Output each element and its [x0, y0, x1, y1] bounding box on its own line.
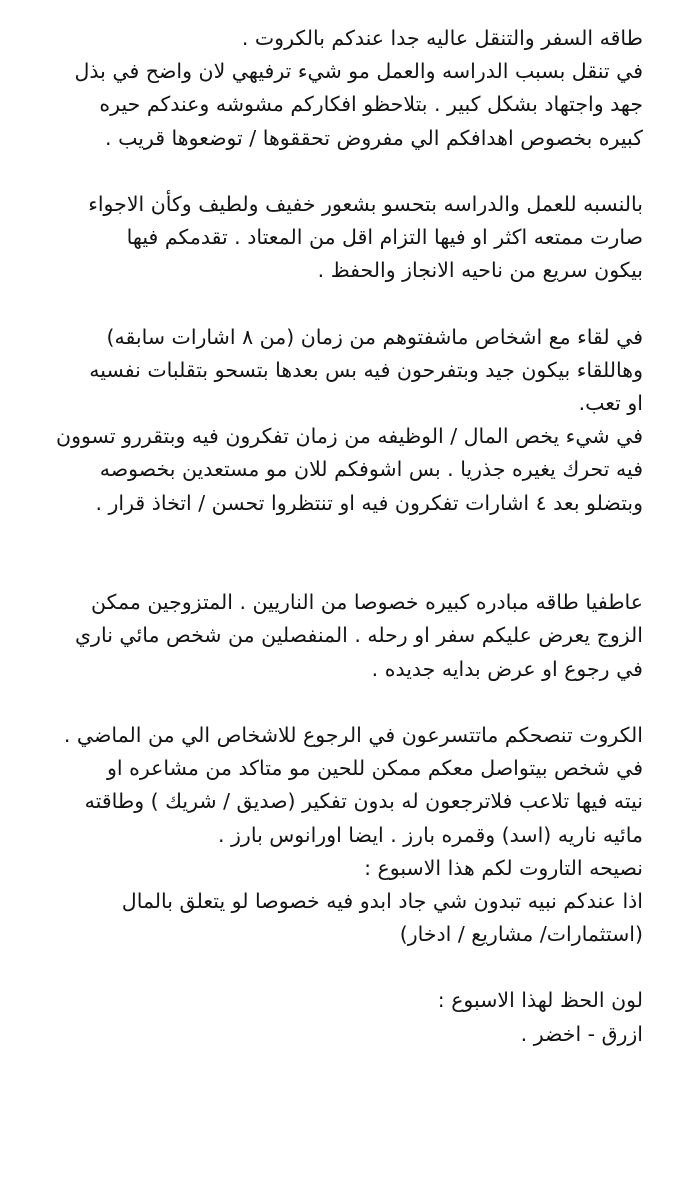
text-line: كبيره بخصوص اهدافكم الي مفروض تحققوها / توضعوها قريب . [105, 125, 643, 150]
paragraph-emotional [15, 586, 643, 686]
text-line: الزوج يعرض عليكم سفر او رحله . المنفصلين من شخص مائي ناري [75, 623, 643, 648]
text-line: الكروت تنصحكم ماتتسرعون في الرجوع للاشخاص الي من الماضي . [63, 722, 643, 747]
paragraph-advice [15, 719, 643, 951]
text-line: وبتضلو بعد ٤ اشارات تفكرون فيه او تنتظروا تحسن / اتخاذ قرار . [95, 490, 643, 515]
paragraph-work-study [15, 188, 643, 288]
text-line: فيه تحرك يغيره جذريا . بس اشوفكم للان مو مستعدين بخصوصه [99, 457, 643, 482]
text-line: اذا عندكم نبيه تبدون شي جاد ابدو فيه خصوصا لو يتعلق بالمال [121, 888, 643, 913]
text-line: وهاللقاء بيكون جيد وبتفرحون فيه بس بعدها بتسحو بتقلبات نفسيه [89, 357, 643, 382]
text-line: جهد واجتهاد بشكل كبير . بتلاحظو افكاركم مشوشه وعندكم حيره [99, 92, 643, 117]
paragraph-spacer [15, 155, 643, 188]
text-line: بالنسبه للعمل والدراسه بتحسو بشعور خفيف ولطيف وكأن الاجواء [88, 191, 643, 216]
text-line: في لقاء مع اشخاص ماشفتوهم من زمان (من ٨ اشارات سابقه) [106, 324, 643, 349]
paragraph-spacer [15, 951, 643, 984]
text-line: لون الحظ لهذا الاسبوع : [437, 988, 643, 1013]
text-line: مائيه ناريه (اسد) وقمره بارز . ايضا اورانوس بارز . [217, 822, 643, 847]
document-body [15, 22, 643, 1051]
text-line: في رجوع او عرض بدايه جديده . [371, 656, 643, 681]
text-line: طاقه السفر والتنقل عاليه جدا عندكم بالكروت . [241, 26, 643, 50]
paragraph-travel [15, 22, 643, 155]
text-line: في تنقل بسبب الدراسه والعمل مو شيء ترفيهي لان واضح في بذل [74, 59, 643, 84]
text-line: في شخص بيتواصل معكم ممكن للحين مو متاكد من مشاعره او [106, 756, 643, 781]
paragraph-meeting-money [15, 321, 643, 520]
text-line: نيته فيها تلاعب فلاترجعون له بدون تفكير (صديق / شريك ) وطاقته [84, 789, 643, 814]
text-line: او تعب. [578, 391, 643, 416]
text-line: (استثمارات/ مشاريع / ادخار) [399, 922, 643, 947]
paragraph-spacer [15, 288, 643, 321]
text-line: عاطفيا طاقه مبادره كبيره خصوصا من الناريين . المتزوجين ممكن [91, 590, 643, 615]
paragraph-lucky-color [15, 984, 643, 1050]
text-line: صارت ممتعه اكثر او فيها التزام اقل من المعتاد . تقدمكم فيها [126, 225, 643, 250]
text-line: بيكون سريع من ناحيه الانجاز والحفظ . [317, 258, 643, 283]
text-line: نصيحه التاروت لكم هذا الاسبوع : [364, 855, 643, 880]
text-line: ازرق - اخضر . [520, 1021, 643, 1046]
text-line: في شيء يخص المال / الوظيفه من زمان تفكرون فيه وبتقررو تسوون [56, 424, 643, 449]
paragraph-spacer [15, 520, 643, 586]
paragraph-spacer [15, 686, 643, 719]
